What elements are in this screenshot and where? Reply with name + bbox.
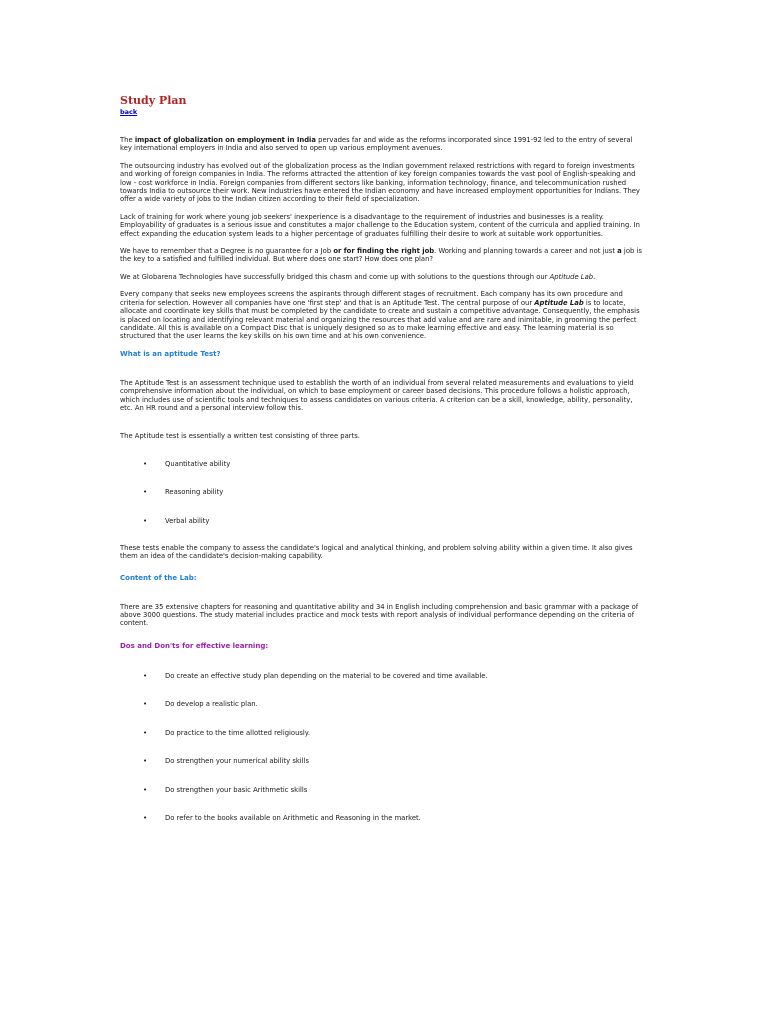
list-item: • Do develop a realistic plan. — [143, 700, 258, 709]
list-item: • Do refer to the books available on Arithmetic and Reasoning in the market. — [143, 814, 421, 823]
outsourcing-paragraph: The outsourcing industry has evolved out of the globalization process as the Indian government relaxed restrictions with regard to foreign investments and working of foreign companies in India. The reforms attracted the attention of key foreign companies towards the vast pool of English-speaking and low - cost workforce in India. Foreign companies from different sectors like banking, information technology, finance, and telecommunication rushed towards India to outsource their work. New industries have entered the Indian economy and have increased employment opportunities for Indians. They offer a wide variety of jobs to the Indian citizen according to their field of specialization. — [120, 161, 640, 204]
intro-bold: impact of globalization on employment in India — [134, 136, 316, 144]
content-paragraph: There are 35 extensive chapters for reasoning and quantitative ability and 34 in English including comprehension and basic grammar with a package of above 3000 questions. The study material includes practice and mock tests with report analysis of individual performance depending on the criteria of content. — [120, 602, 639, 628]
list-item: • Do practice to the time allotted religiously. — [143, 728, 311, 737]
list-item: • Verbal ability — [143, 516, 210, 525]
list-item: • Do strengthen your numerical ability skills — [143, 757, 310, 766]
list-item: • Quantitative ability — [143, 459, 231, 468]
back-link[interactable]: back — [120, 108, 138, 116]
dos-heading: Dos and Don'ts for effective learning: — [120, 641, 269, 650]
training-paragraph: Lack of training for work where young job seekers' inexperience is a disadvantage to the requirement of industries and businesses is a reality. Employability of graduates is a serious issue and constitutes a major challenge to the Education system, content of the curricula and applied training. In effect expanding the education system leads to a higher percentage of graduates fulfilling their desire to work at suitable work opportunities. — [120, 212, 640, 238]
parts-list — [120, 460, 645, 525]
tests-paragraph: These tests enable the company to assess the candidate's logical and analytical thinking, and problem solving ability within a given time. It also gives them an idea of the candidate's decision-making capability. — [120, 543, 633, 561]
list-item: • Do strengthen your basic Arithmetic skills — [143, 785, 308, 794]
aptitude-paragraph: The Aptitude Test is an assessment technique used to establish the worth of an individual from several related measurements and evaluations to yield comprehensive information about the individual, on which to base employment or career based decisions. This procedure follows a holistic approach, which includes use of scientific tools and techniques to assess candidates on various criteria. A criterion can be a skill, knowledge, ability, personality, etc. An HR round and a personal interview follow this. — [120, 378, 634, 412]
intro-paragraph: The impact of globalization on employment in India pervades far and wide as the reforms incorporated since 1991-92 led to the entry of several key international employers in India and also served to open up various employment avenues. — [120, 136, 633, 153]
globarena-paragraph: We at Globarena Technologies have successfully bridged this chasm and come up with solutions to the questions through our Aptitude Lab. — [120, 272, 596, 281]
list-item: • Do create an effective study plan depending on the material to be covered and time available. — [143, 671, 488, 680]
company-paragraph: Every company that seeks new employees screens the aspirants through different stages of recruitment. Each company has its own procedure and criteria for selection. However all companies have one 'first step' and that is an Aptitude Test. The central purpose of our Aptitude Lab is to locate, allocate and coordinate key skills that must be completed by the candidate to create and sustain a competitive advantage. Consequently, the emphasis is placed on locating and identifying relevant material and organizing the resources that add value and are rare and inimitable, in grooming the perfect candidate. All this is available on a Compact Disc that is uniquely designed so as to make learning effective and easy. The learning material is so structured that the user learns the key skills on his own time and at his own convenience. — [120, 290, 640, 341]
dos-list — [120, 672, 645, 823]
degree-paragraph: We have to remember that a Degree is no guarantee for a Job or for finding the right job. Working and planning towards a career and not just a job is the key to a satisfied and fulfilled individual. But where does one start? How does one plan? — [120, 247, 642, 264]
list-item: • Reasoning ability — [143, 488, 224, 497]
document-page — [120, 94, 645, 843]
content-heading: Content of the Lab: — [120, 573, 197, 582]
aptitude-heading: What is an aptitude Test? — [120, 349, 221, 358]
parts-paragraph: The Aptitude test is essentially a written test consisting of three parts. — [120, 432, 360, 441]
page-title: Study Plan — [120, 94, 187, 107]
